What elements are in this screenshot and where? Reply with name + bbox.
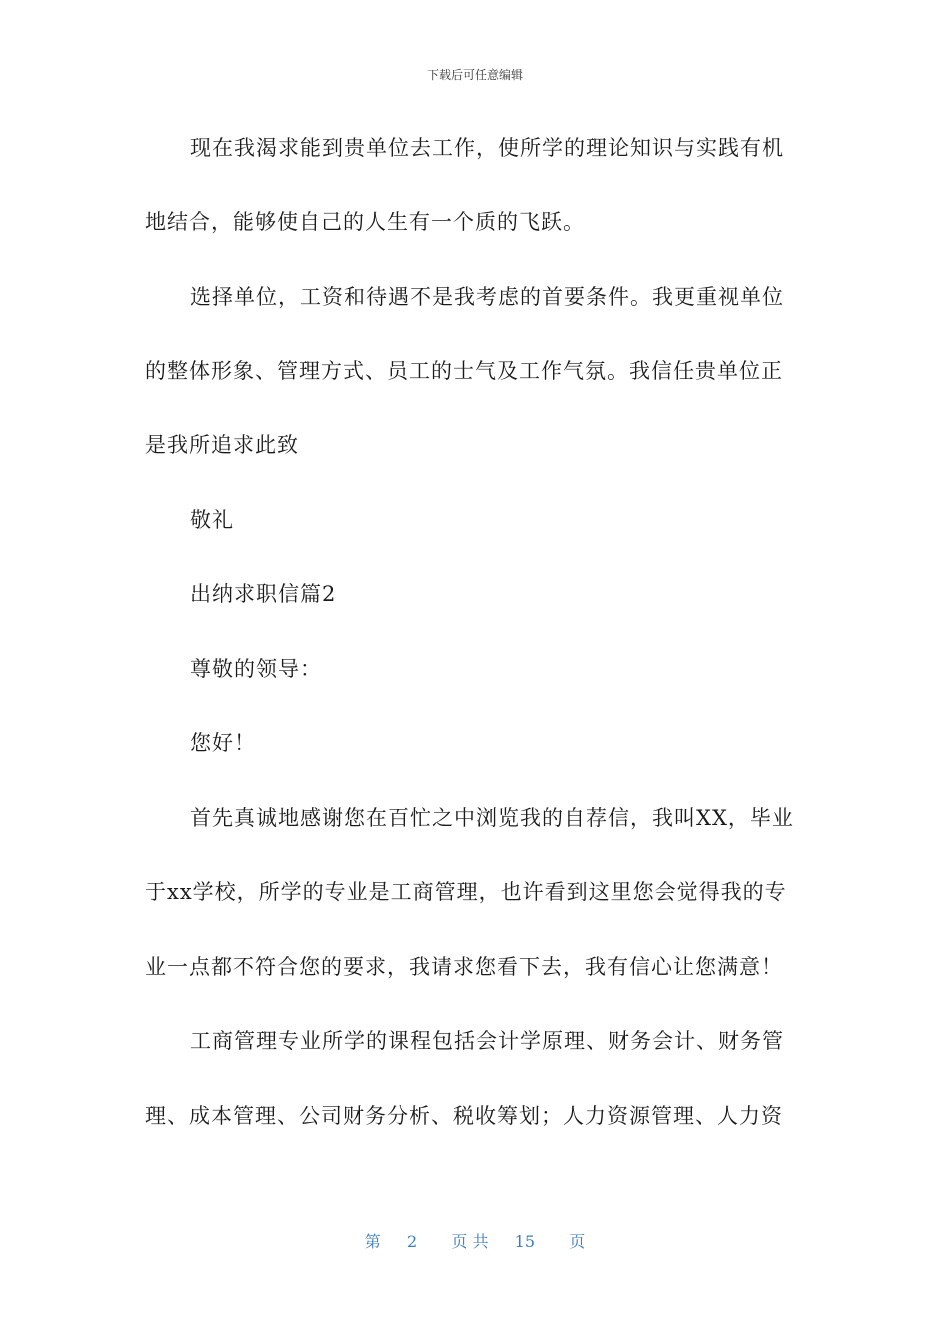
body-line-4: 的整体形象、管理方式、员工的士气及工作气氛。我信任贵单位正 <box>145 359 783 383</box>
greeting: 您好！ <box>190 731 256 755</box>
body-line-13: 工商管理专业所学的课程包括会计学原理、财务会计、财务管 <box>190 1029 784 1053</box>
footer-total-pages: 15 <box>514 1232 535 1251</box>
body-line-3: 选择单位，工资和待遇不是我考虑的首要条件。我更重视单位 <box>190 285 784 309</box>
footer-prefix: 第 <box>364 1232 381 1251</box>
page-footer <box>0 1229 950 1252</box>
body-line-5: 是我所追求此致 <box>145 433 299 457</box>
body-line-12: 业一点都不符合您的要求，我请求您看下去，我有信心让您满意！ <box>145 955 783 979</box>
page-header: 下载后可任意编辑 <box>426 68 523 82</box>
footer-middle: 页 共 <box>451 1232 489 1251</box>
footer-suffix: 页 <box>569 1232 586 1251</box>
body-line-2: 地结合，能够使自己的人生有一个质的飞跃。 <box>145 210 585 234</box>
body-line-10: 首先真诚地感谢您在百忙之中浏览我的自荐信，我叫XX，毕业 <box>190 806 794 830</box>
body-line-11: 于xx学校，所学的专业是工商管理，也许看到这里您会觉得我的专 <box>145 880 787 904</box>
body-line-6: 敬礼 <box>190 508 234 532</box>
body-line-1: 现在我渴求能到贵单位去工作，使所学的理论知识与实践有机 <box>190 136 784 160</box>
footer-current-page: 2 <box>406 1232 418 1251</box>
salutation: 尊敬的领导： <box>190 657 322 681</box>
body-line-14: 理、成本管理、公司财务分析、税收筹划；人力资源管理、人力资 <box>145 1104 783 1128</box>
section-heading: 出纳求职信篇2 <box>190 582 337 606</box>
